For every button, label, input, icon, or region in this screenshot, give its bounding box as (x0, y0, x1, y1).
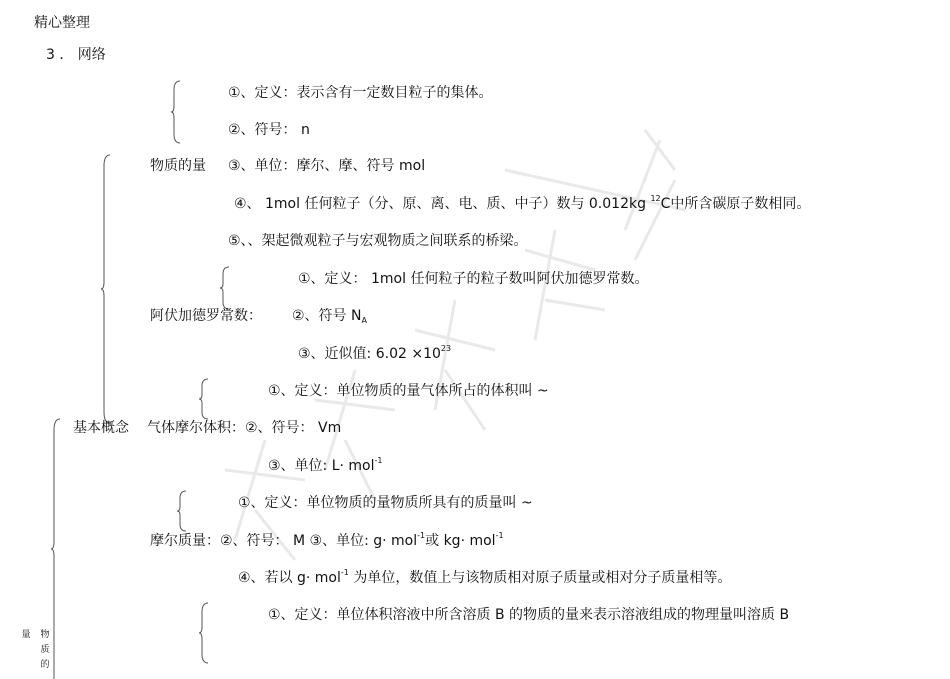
molar-volume-unit-text: ③、单位: L· mol (268, 458, 375, 474)
molar-volume-unit (268, 457, 383, 477)
n-unit: ③、单位：摩尔、摩、符号 mol (228, 158, 426, 174)
avogadro-symbol (292, 307, 367, 327)
side-vertical-text-1: 量 (21, 630, 31, 640)
molar-mass-sup-1: -1 (417, 531, 426, 540)
n-point-4-text: ④、 1mol 任何粒子（分、原、离、电、质、中子）数与 0.012kg (234, 196, 651, 212)
brace-amount-of-substance (100, 154, 112, 424)
amount-of-substance-label: 物质的量 (150, 158, 206, 174)
carbon-isotope-sup: 12 (650, 194, 661, 203)
n-symbol: ②、符号： n (228, 122, 310, 138)
n-point-5: ⑤、、架起微观粒子与宏观物质之间联系的桥梁。 (228, 233, 528, 249)
side-vertical-text-2: 物质的 (40, 630, 50, 670)
molar-volume-label: 气体摩尔体积：②、符号： Vm (147, 420, 342, 436)
molar-volume-unit-sup: -1 (374, 456, 383, 465)
brace-avogadro (219, 266, 231, 310)
molar-mass-mid: 或 kg· mol (425, 533, 496, 549)
molar-mass-point-4-tail: 为单位，数值上与该物质相对原子质量或相对分子质量相等。 (348, 570, 732, 586)
basic-concepts-label: 基本概念 (73, 420, 129, 436)
brace-definition-group (170, 80, 182, 144)
n-point-4-tail: C中所含碳原子数相同。 (660, 196, 811, 212)
avogadro-definition: ①、定义： 1mol 任何粒子的粒子数叫阿伏加德罗常数。 (298, 271, 649, 287)
brace-molar-volume (198, 378, 210, 420)
molar-mass-sup-2: -1 (495, 531, 504, 540)
brace-concentration (198, 602, 210, 664)
molar-volume-definition: ①、定义：单位物质的量气体所占的体积叫 ~ (268, 383, 549, 399)
concentration-definition: ①、定义：单位体积溶液中所含溶质 B 的物质的量来表示溶液组成的物理量叫溶质 B (268, 607, 790, 623)
molar-mass-text: 摩尔质量：②、符号： M ③、单位: g· mol (150, 533, 418, 549)
avogadro-approx-text: ③、近似值: 6.02 ×10 (298, 346, 441, 362)
n-definition: ①、定义：表示含有一定数目粒子的集体。 (228, 85, 493, 101)
avogadro-exponent: 23 (440, 344, 452, 353)
molar-mass-line (150, 532, 504, 552)
avogadro-symbol-text: ②、符号 N (292, 308, 362, 324)
n-point-4 (234, 195, 810, 215)
brace-molar-mass (176, 490, 188, 532)
avogadro-symbol-sub: A (361, 316, 367, 325)
molar-mass-definition: ①、定义：单位物质的量物质所具有的质量叫 ~ (238, 495, 533, 511)
section-heading: 3 ． 网络 (46, 47, 106, 63)
document-title: 精心整理 (34, 15, 90, 31)
brace-basic-concepts (50, 418, 62, 679)
molar-mass-point-4-text: ④、若以 g· mol (238, 570, 341, 586)
avogadro-approx (298, 345, 451, 365)
molar-mass-point-4 (238, 569, 731, 589)
avogadro-label: 阿伏加德罗常数： (150, 308, 262, 324)
molar-mass-point-4-sup: -1 (340, 568, 349, 577)
